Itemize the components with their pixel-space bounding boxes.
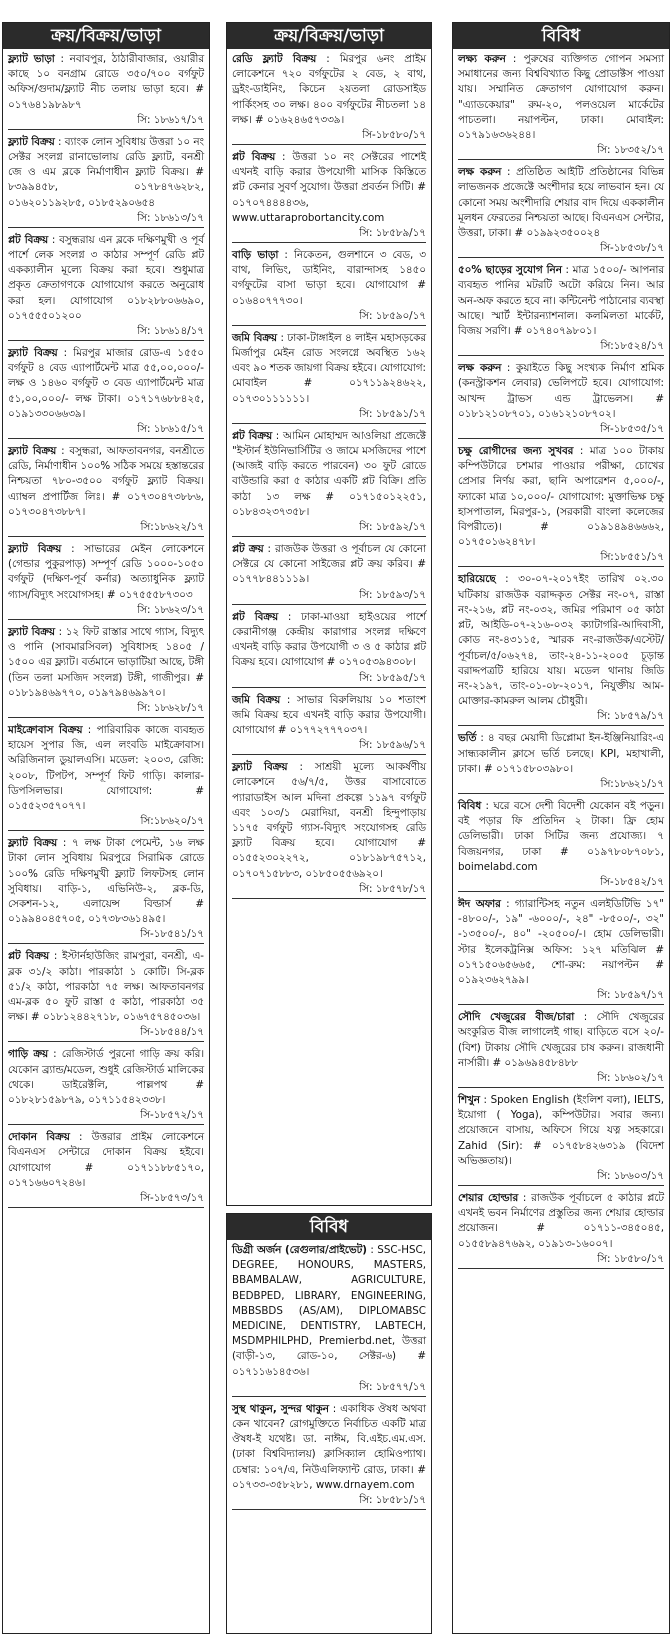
ad-separator: : bbox=[573, 445, 590, 458]
ad-body: রেজিস্টার্ড পুরনো গাড়ি ক্রয় করি। যেকোন ব্র্যান্ড/মডেল, শুধুই রেজিস্টার্ড মালিকের থেকে। ডাইরেক্টলি, পাল্লপথ # ০১৮২৮১৫৯৮৭৯, ০১৭১১৫৪২৩৩৮। bbox=[8, 1048, 205, 1106]
ad-text bbox=[458, 731, 664, 777]
ad-code: সি:১৮৫২৪/১৭ bbox=[458, 339, 664, 356]
classified-ad bbox=[458, 1010, 664, 1088]
ad-separator: : bbox=[275, 151, 293, 164]
ad-separator: : bbox=[316, 53, 340, 65]
ad-code: সি:১৮৬২২/১৭ bbox=[8, 520, 204, 537]
ad-separator: : bbox=[263, 543, 275, 556]
ad-title: দোকান বিক্রয় bbox=[8, 1131, 70, 1144]
ad-separator: : bbox=[61, 543, 85, 556]
ad-code: সি: ১৮৫৮৯/১৭ bbox=[232, 226, 426, 243]
ad-code: সি:১৮৫৫১/১৭ bbox=[458, 550, 664, 567]
ad-separator: : bbox=[54, 53, 70, 65]
ad-separator: : bbox=[54, 625, 66, 638]
ad-text bbox=[458, 361, 664, 422]
ad-separator: : bbox=[328, 1402, 341, 1415]
ad-text bbox=[232, 52, 426, 128]
ad-code: সি: ১৮৬২৮/১৭ bbox=[8, 701, 204, 718]
ad-body: ঢাকা-মাওয়া হাইওয়ের পার্শে কেরানীগঞ্জ কেন্দ্রীয় কারাগার সংলগ্ন দক্ষিণে এখনই বাড়ি করার উপযোগী ৩ ও ৫ কাঠার প্লট বিক্রয় হবে। যোগাযোগ # ০১৭০৫৩৯৪৩০৮। bbox=[232, 610, 427, 669]
ad-text bbox=[232, 610, 426, 671]
ad-body: আমিন মোহাম্মদ আওলিয়া প্রজেক্টে "ইস্টার্ন ইউনিভার্সিটির ও জামে মসজিদের পাশে (আজই বাড়ি করতে পারবেন) ৩০ ফুট রোডে বাউন্ডারি করা ৫ কাঠার একটি প্লট বিক্রি। প্রতি কাঠা ১৩ লক্ষ # ০১৭১৫০১২২৫১, ০১৮৪৩২৩৭৩৫৮। bbox=[232, 429, 427, 518]
ad-separator: : bbox=[501, 362, 516, 375]
ad-title: লক্ষ্য করুন bbox=[458, 53, 506, 65]
classified-ad bbox=[8, 1130, 204, 1208]
classified-ad bbox=[458, 572, 664, 726]
ad-text bbox=[458, 263, 664, 339]
ad-code: সি-১৮৫৪৪/১৭ bbox=[8, 1025, 204, 1042]
ad-code: সি: ১৮৫৭৯/১৭ bbox=[458, 709, 664, 726]
ad-text bbox=[232, 760, 426, 882]
classified-ad bbox=[232, 542, 426, 605]
ad-separator: : bbox=[49, 950, 63, 963]
ad-list bbox=[227, 49, 431, 899]
ad-separator: : bbox=[57, 347, 74, 360]
ad-separator: : bbox=[518, 1191, 532, 1204]
ad-code: সি: ১৮৫৭৮/১৭ bbox=[232, 882, 426, 899]
ad-text bbox=[8, 723, 204, 814]
classified-ad bbox=[458, 1191, 664, 1269]
ad-body: নবাবপুর, ঠাঠারীবাজার, ওয়ারীর কাছে ১০ বনগ্রাম রোডে ৩৫০/৭০০ বর্গফুট অফিস/গুদাম/ফ্ল্যাট নীচ তলায় ভাড়া হবে। # ০১৭৬৪১৯৮৯৮৭ bbox=[8, 53, 205, 111]
ad-separator: : bbox=[500, 897, 515, 910]
ad-body: একাধিক ঔষধ অথবা কেন খাবেন? রোগমুক্তিতে নির্বাচিত একটি মাত্র ঔষধ-ই যথেষ্ট। ডা. নাঈম, বি.এইচ.এম.এস. (ঢাকা বিশ্ববিদ্যালয়) ক্লাসিক্যাল হোমিওপ্যাথ। চেম্বার: ১০৭/এ, নিউএলিফ্যান্ট রোড, ঢাকা। # ০১৭৩৩-৩৫৮২৮১, www.drnayem.com bbox=[232, 1402, 426, 1491]
ad-title: জমি বিক্রয় bbox=[232, 331, 277, 344]
ad-separator: : bbox=[272, 429, 283, 442]
section-header: বিবিধ bbox=[227, 1214, 431, 1240]
ad-code: সি: ১৮৬১৭/১৭ bbox=[8, 113, 204, 130]
classified-ad bbox=[458, 361, 664, 439]
ad-code: সি-১৮৫৪১/১৭ bbox=[8, 927, 204, 944]
ad-body: ইস্টার্নহাউজিং রামপুরা, বনশ্রী, এ-ব্লক ৩১/২ কাঠা। পারকাঠা ১ কোটি। সি-ব্লক ৫১/২ কাঠা, পারকাঠা ৭৫ লক্ষ। আফতাবনগর এম-ব্লক ৫০ ফুট রাস্তা ৫ কাঠা, পারকাঠা ৩৫ লক্ষ। # ০১৮১২৪৪২৭১৮, ০১৬৭৫৭৪৫০৩৬। bbox=[8, 950, 204, 1024]
ad-text bbox=[8, 542, 204, 603]
ad-title: ফ্ল্যাট বিক্রয় bbox=[8, 347, 58, 360]
ad-separator: : bbox=[280, 693, 297, 706]
ad-code: সি-১৮৫৭৩/১৭ bbox=[8, 1191, 204, 1208]
classified-ad bbox=[458, 799, 664, 892]
ad-title: ফ্ল্যাট বিক্রয় bbox=[8, 445, 57, 458]
ad-body: সাভারের মেইন লোকেশনে (গেন্ডার পুকুরপাড়) সম্পূর্ণ রেডি ১০০০-১০৫০ বর্গফুট (দক্ষিণ-পূর্ব কর্নার) অত্যাধুনিক ফ্ল্যাট গ্যাস/বিদ্যুৎ সংযোগসহ। # ০১৭৫৫৫৮৭৩০৩ bbox=[8, 543, 205, 601]
ad-separator: : bbox=[48, 233, 60, 246]
ad-title: মাইক্রোবাস বিক্রয় bbox=[8, 723, 83, 736]
ad-body: পারিবারিক কাজে ব্যবহৃত হায়েস সুপার জি, এল লংবডি মাইক্রোবাস। অরিজিনাল ডুয়ালএসি। মডেল: ২০০৩, রেজি: ২০০৮, টিপটপ, সম্পূর্ণ ফিট গাড়ি। কালার-ডিপসিলভার। যোগাযোগ: # ০১৫৫২৩৫৭০৭৭। bbox=[8, 723, 205, 812]
ad-title: রেডি ফ্ল্যাট বিক্রয় bbox=[232, 53, 317, 65]
ad-body: ঢাকা-টাঙ্গাইল ৪ লাইন মহাসড়কের মির্জাপুর মেইন রোড সংলগ্নে অবস্থিত ১৬২ এবং ৯০ শতক জায়গা বিক্রয় হইবে। যোগাযোগ: মোবাইল # ০১৭১১৯২৪৬২২, ০১৭৩০১১১১১১। bbox=[232, 331, 426, 405]
ad-title: ফ্ল্যাট ভাড়া bbox=[8, 53, 55, 65]
ad-body: উত্তরা ১০ নং সেক্টরের পাশেই এখনই বাড়ি করার উপযোগী মাসিক কিস্তিতে প্লট কেনার সুবর্ণ সুযোগ। উত্তরা প্রবর্তন সিটি। # ০১৭০৭৪৪৪৪৩৬, www.uttaraprobortancity.com bbox=[232, 151, 427, 224]
ad-list bbox=[453, 49, 669, 1269]
ad-body: মিরপুর মাজার রোড-এ ১৫৫০ বর্গফুট ৪ বেড এ্যাপার্টমেন্ট মাত্র ৫৫,০০,০০০/- লক্ষ ও ১৪৬০ বর্গফুট ৩ বেড এ্যাপার্টমেন্ট মাত্র ৫১,০০,০০০/- লক্ষ টাকা। ০১৭১৭৬৮৮৪২৫, ০১৯১৩৩০৬৬৩৯। bbox=[8, 347, 205, 420]
classified-ad bbox=[458, 897, 664, 1005]
ad-title: ফ্ল্যাট বিক্রয় bbox=[8, 625, 55, 638]
classified-ad bbox=[8, 135, 204, 228]
ad-body: ৪ বছর মেয়াদী ডিপ্লোমা ইন-ইঞ্জিনিয়ারিং-এ সান্ধ্যকালীন ক্লাসে ভর্তি চলছে। KPI, মহাখালী, ঢাকা। # ০১৭১৫৮০৩৯৮০। bbox=[458, 732, 664, 775]
ad-code: সি: ১৮৫৭৭/১৭ bbox=[232, 1380, 426, 1397]
ad-separator: : bbox=[278, 249, 294, 262]
ad-text bbox=[232, 542, 426, 588]
ad-body: মিরপুর ৬নং প্রাইম লোকেশনে ৭২০ বর্গফুটের ২ বেড, ২ বাথ, ড্রইং-ডাইনিং, কিচেন ২য়তলা রোডসাইড পার্কিংসহ ৩০ লক্ষ। ৪০০ বর্গফুটের নীচতলা ১৪ লক্ষ। # ০১৬২৪৬৫৭৩৩৯। bbox=[232, 53, 427, 126]
ad-code: সি:১৮৬২০/১৭ bbox=[8, 814, 204, 831]
ad-code: সি: ১৮৫৯৭/১৭ bbox=[458, 988, 664, 1005]
ad-body: ১২ ফিট রাস্তার সাথে গ্যাস, বিদ্যুৎ ও পানি (সাবমারসিবল) সুবিধাসহ ১৪০৫ /১৫০০ এর ফ্ল্যাট। বর্তমানে ভাড়াটিয়া আছে, টঙ্গী (তিন তলা মসজিদ সংলগ্ন) টঙ্গী, গাজীপুর। # ০১৮১৯৪৬৯৭৭০, ০১৯৭৯৪৬৯৯৭০। bbox=[8, 625, 204, 699]
ad-code: সি-১৮৫৪২/১৭ bbox=[458, 875, 664, 892]
ad-title: প্লট বিক্রয় bbox=[232, 429, 273, 442]
ad-text bbox=[458, 1010, 664, 1071]
ad-text bbox=[8, 444, 204, 520]
ad-body: মাত্র ১৫০০/- আপনার ব্যবহৃত পানির মটরটি অটো করিয়ে নিন। আর অন-অফ করতে হবে না। কন্টিনেন্ট পাঠানোর ব্যবস্থা আছে। স্মার্ট ইন্টারন্যাশনাল। কলমিলতা মার্কেট, বিজয় সরণি। # ০১৭৪০৭৯৮০১। bbox=[458, 264, 665, 338]
ad-code: সি: ১৮৬০৩/১৭ bbox=[458, 1169, 664, 1186]
classified-ad bbox=[232, 248, 426, 326]
ad-title: প্লট বিক্রয় bbox=[232, 610, 279, 623]
ad-separator: : bbox=[54, 135, 65, 148]
ad-title: প্লট বিক্রয় bbox=[232, 151, 276, 164]
column-miscellaneous bbox=[452, 22, 670, 1634]
ad-text bbox=[232, 1243, 426, 1380]
ad-separator: : bbox=[561, 264, 573, 277]
classified-ad bbox=[232, 760, 426, 899]
ad-separator: : bbox=[366, 1244, 378, 1256]
classified-ad bbox=[232, 1402, 426, 1510]
ad-separator: : bbox=[505, 53, 524, 65]
ad-title: সুস্থ থাকুন, সুন্দর থাকুন bbox=[232, 1402, 329, 1415]
ad-body: পুরুষের ব্যক্তিগত গোপন সমস্যা সমাধানের জন্য বিশ্ববিখ্যাত কিছু প্রোডাক্টস পাওয়া যায়। সম্মানিত ক্রেতাগণ যোগাযোগ করুন। "এ্যাডকেয়ার" রুম-২০, পলওয়েল মার্কেটের পাচতলা। নয়াপল্টন, ঢাকা। মোবাইল: ০১৭৯১৬৩৬২৪৪। bbox=[458, 53, 664, 142]
classified-ad bbox=[232, 1243, 426, 1397]
ad-title: ফ্ল্যাট বিক্রয় bbox=[8, 135, 55, 148]
classified-ad bbox=[8, 1047, 204, 1125]
ad-text bbox=[8, 1047, 204, 1108]
ad-text bbox=[232, 429, 426, 520]
ad-text bbox=[458, 444, 664, 550]
ad-text bbox=[458, 572, 664, 709]
ad-text bbox=[8, 233, 204, 324]
ad-text bbox=[458, 1093, 664, 1169]
classified-ad bbox=[232, 150, 426, 243]
classified-ad bbox=[232, 693, 426, 756]
ad-title: ডিগ্রী অর্জন (রেগুলার/প্রাইভেট) bbox=[232, 1244, 367, 1256]
ad-body: বসুন্ধরা, আফতাবনগর, বনশ্রীতে রেডি, নির্মাণাধীন ১০০% সঠিক সময়ে হস্তান্তরের নিশ্চয়তা ৭৮০-৩৫০০ বর্গফুট ফ্ল্যাট বিক্রয়। এ্যাম্বল প্রপার্টিজ লিঃ। # ০১৭৩০৪৭৩৮৮৬, ০১৭৩০৪৭৩৮৮৭। bbox=[8, 445, 205, 518]
ad-code: সি-১৮৫৮০/১৭ bbox=[232, 128, 426, 145]
classified-ad bbox=[8, 233, 204, 341]
ad-text bbox=[8, 1130, 204, 1191]
ad-title: বিবিধ bbox=[458, 799, 482, 812]
classified-ad bbox=[8, 836, 204, 944]
ad-body: বসুন্ধরায় এন ব্লকে দক্ষিণমুখী ও পূর্ব পার্শে লেক সংলগ্ন ৩ কাঠার সম্পূর্ণ রেডি প্লট একক্যালীন মূল্যে বিক্রয় করা হবে। শুধুমাত্র প্রকৃত ক্রেতাগণকে যোগাযোগ করতে অনুরোধ করা হল। যোগাযোগ ০১৮২৮৮০৬৬৯০, ০১৭৫৫৫০১২০০ bbox=[8, 233, 204, 322]
ad-title: বাড়ি ভাড়া bbox=[232, 249, 279, 262]
ad-text bbox=[8, 52, 204, 113]
ad-title: ৫০% ছাড়ের সুযোগ নিন bbox=[458, 264, 562, 277]
ad-text bbox=[458, 52, 664, 143]
ad-list bbox=[227, 1240, 431, 1510]
ad-text bbox=[8, 949, 204, 1025]
column-buy-sell-rent-2 bbox=[226, 22, 432, 1206]
ad-separator: : bbox=[278, 610, 302, 623]
ad-text bbox=[232, 1402, 426, 1493]
ad-body: উত্তরার প্রাইম লোকেশনে বিএনএস সেন্টারে দোকান বিক্রয় হইবে। যোগাযোগ # ০১৭১১৮৮৫১৭০, ০১৭১৬৬০৭২৪৬। bbox=[8, 1131, 205, 1189]
ad-text bbox=[8, 346, 204, 422]
ad-body: ব্যাংক লোন সুবিধায় উত্তরা ১০ নং সেক্টর সংলগ্ন রানাভোলায় রেডি ফ্ল্যাট, বনশ্রী জে ও এম ব্লকে নির্মাণাধীন ফ্ল্যাট বিক্রয়। # ৮৩৯৯৪৫৮, ০১৭৮৪৭৬২৮২, ০১৬২০১১৯২৮৫, ০১৮৫২৯০৬৫৪ bbox=[8, 135, 204, 209]
classified-ad bbox=[458, 263, 664, 356]
classified-ad bbox=[458, 731, 664, 794]
ad-separator: : bbox=[56, 445, 70, 458]
ad-body: মাত্র ১০০ টাকায় কম্পিউটারে চশমার পাওয়ার পরীক্ষা, চোখের প্রেসার নির্ণয় করা, ছানি অপারেশন ৫,০০০/-, ফ্যাকো মাত্র ১০,০০০/- যোগাযোগ: মুক্তাভিক্ষ চক্ষু হাসপাতাল, মিরপুর-১, (সরকারী বাংলা কলেজের বিপরীতে)। # ০১৯১৪৯৪৬৬৬২, ০১৭৫০১৬২৪৭৮। bbox=[458, 445, 664, 549]
classified-ad bbox=[8, 949, 204, 1042]
ad-code: সি: ১৮৫৯১/১৭ bbox=[232, 407, 426, 424]
ad-text bbox=[458, 897, 664, 988]
section-header: ক্রয়/বিক্রয়/ভাড়া bbox=[3, 23, 209, 49]
ad-title: ফ্ল্যাট বিক্রয় bbox=[8, 837, 58, 850]
classified-ad bbox=[232, 52, 426, 145]
ad-separator: : bbox=[501, 166, 517, 179]
ad-body: ৩০-০৭-২০১৭ইং তারিখ ০২.৩০ ঘটিকায় রাজউক বরাদ্দকৃত সেক্টর নং-০৭, রাস্তা নং-২১৬, প্লট নং-০৩২, জমির পরিমাণ ০৫ কাঠা প্লট, আইডি-০৭-২১৬-০৩২ ক্যাটাগরি-আদিবাসী, কোড নং-৪৩১১৫, স্মারক নং-রাজউক/এস্টেট/পূর্বাচল/৫/০৬২৭৪, তাং-২৪-১১-২০০৫ চূড়ান্ত বরাদ্দপত্রটি হারিয়ে যায়। মডেল থানায় জিডি নং-২১৯৭, তাং-০১-০৮-২০১৭, নিযুক্তীয় আম-মোক্তার-কামরুল আলম চৌধুরী। bbox=[458, 573, 664, 708]
ad-code: সি: ১৮৫৯২/১৭ bbox=[232, 520, 426, 537]
ad-title: ফ্ল্যাট বিক্রয় bbox=[8, 543, 62, 556]
ad-title: চক্ষু রোগীদের জন্য সুখবর bbox=[458, 445, 574, 458]
ad-text bbox=[8, 836, 204, 927]
ad-title: প্লট বিক্রয় bbox=[8, 233, 49, 246]
classified-ad bbox=[8, 444, 204, 537]
ad-separator: : bbox=[57, 837, 73, 850]
ad-title: প্লট ক্রয় bbox=[232, 543, 264, 556]
ad-title: শেয়ার হোল্ডার bbox=[458, 1191, 519, 1204]
section-header: ক্রয়/বিক্রয়/ভাড়া bbox=[227, 23, 431, 49]
ad-code: সি: ১৮৫৯৩/১৭ bbox=[232, 588, 426, 605]
ad-text bbox=[232, 331, 426, 407]
ad-separator: : bbox=[287, 761, 315, 774]
classified-ad bbox=[8, 52, 204, 130]
ad-code: সি: ১৮৬১৫/১৭ bbox=[8, 422, 204, 439]
ad-code: সি:১৮৬২১/১৭ bbox=[458, 777, 664, 794]
ad-title: লক্ষ করুন bbox=[458, 166, 502, 179]
ad-body: রাজউক পূর্বাচলে ৫ কাঠার প্লটে এখনই ভবন নির্মাণের প্রস্তুতির জন্য শেয়ার হোল্ডার প্রয়োজন। # ০১৭১১-৩৪৫০৪৫, ০১৫৫৮৯৪৭৬৯২, ০১৯১৩-১৬০০৭। bbox=[458, 1191, 664, 1250]
ad-code: সি: ১৮৫৯৬/১৭ bbox=[232, 738, 426, 755]
classified-ad bbox=[232, 429, 426, 537]
ad-title: ফ্ল্যাট বিক্রয় bbox=[232, 761, 288, 774]
ad-separator: : bbox=[476, 732, 488, 745]
ad-title: ঈদ অফার bbox=[458, 897, 501, 910]
ad-title: সৌদি খেজুরের বীজ/চারা bbox=[458, 1011, 575, 1024]
classified-ad bbox=[232, 610, 426, 688]
classified-ad bbox=[8, 723, 204, 831]
ad-body: ৭ লক্ষ টাকা পেমেন্ট, ১৬ লক্ষ টাকা লোন সুবিধায় মিরপুরে সিরামিক রোডে ১০০% রেডি দক্ষিণমুখী ফ্ল্যাট লিফটসহ লোন সুবিধায়। বাড়ি-১, এভিনিউ-২, ব্লক-ডি, সেকশন-১২, এলায়েন্স বিল্ডার্স # ০১৯৯৪০৪৫৭০৫, ০১৭৩৮৩৬১৪৯৫। bbox=[8, 837, 205, 926]
classified-ad bbox=[458, 165, 664, 258]
ad-code: সি: ১৮৬২৩/১৭ bbox=[8, 603, 204, 620]
ad-title: শিখুন bbox=[458, 1093, 480, 1106]
ad-title: হারিয়েছে bbox=[458, 573, 496, 586]
ad-text bbox=[458, 1191, 664, 1252]
ad-body: SSC-HSC, DEGREE, HONOURS, MASTERS, BBAMBALAW, AGRICULTURE, BEDBPED, LIBRARY, ENGINEERING, MBBSBDS (AS/AM), DIPLOMABSC MEDICINE, DENTISTRY, LABTECH, MSDMPHILPHD, Premierbd.net, উত্তরা (বাড়ী-১৩, রোড-১০, সেক্টর-৬) # ০১৭১১৬১৪৫৩৬। bbox=[232, 1244, 427, 1378]
ad-body: সাশ্রয়ী মূল্যে আকর্ষণীয় লোকেশনে ৫৬/৭/৫, উত্তর বাসাবোতে প্যারাডাইস আল মদিনা প্রকল্পে ১১৯৭ বর্গফুট এবং ১০৩/১ মেরাদিয়া, বনশ্রী হিন্দুপাড়ায় ১১৭৫ বর্গফুট গ্যাস-বিদ্যুৎ সংযোগসহ রেডি ফ্ল্যাট বিক্রয় হবে। যোগাযোগ # ০১৫৫২৩০২২৭২, ০১৮১৯৮৭৫৭১২, ০১৭০৭১৫৮৮৩, ০১৮৫০৫৫৬৯২০। bbox=[232, 761, 427, 880]
ad-text bbox=[232, 693, 426, 739]
ad-body: সৌদি খেজুরের অংকুরিত বীজ লাগালেই গাছ। বাড়িতে বসে ২০/- (বিশ) টাকায় সৌদি খেজুরের চাষ করুন। রাজধানী নার্সারী। # ০১৯৬৯৪৫৮৪৮৮ bbox=[458, 1011, 665, 1069]
ad-code: সি: ১৮৫৮১/১৭ bbox=[232, 1493, 426, 1510]
ad-title: জমি বিক্রয় bbox=[232, 693, 281, 706]
ad-list bbox=[3, 49, 209, 1208]
ad-title: গাড়ি ক্রয় bbox=[8, 1048, 49, 1061]
ad-separator: : bbox=[495, 573, 519, 586]
ad-separator: : bbox=[82, 723, 97, 736]
ad-code: সি: ১৮৩৫২/১৭ bbox=[458, 143, 664, 160]
ad-body: নিকেতন, গুলশানে ৩ বেড, ৩ বাথ, লিভিং, ডাইনিং, বারান্দাসহ ১৪৫০ বর্গফুটের বাসা ভাড়া হবে। যোগাযোগ # ০১৬৪০৭৭৭৩০। bbox=[232, 249, 426, 307]
ad-code: সি: ১৮৫৯৫/১৭ bbox=[232, 671, 426, 688]
ad-title: প্লট বিক্রয় bbox=[8, 950, 50, 963]
ad-code: সি: ১৮৫৮০/১৭ bbox=[458, 1252, 664, 1269]
column-miscellaneous-2 bbox=[226, 1213, 432, 1634]
classified-ad bbox=[8, 625, 204, 718]
classified-ad bbox=[8, 346, 204, 439]
ad-code: সি-১৮৫৩৮/১৭ bbox=[458, 241, 664, 258]
ad-code: সি: ১৮৬০২/১৭ bbox=[458, 1071, 664, 1088]
ad-separator: : bbox=[48, 1048, 62, 1061]
ad-text bbox=[232, 248, 426, 309]
classified-ad bbox=[458, 444, 664, 567]
classified-ad bbox=[8, 542, 204, 620]
ad-code: সি: ১৮৬১৪/১৭ bbox=[8, 324, 204, 341]
ad-body: রাজউক উত্তরা ও পূর্বাচল যে কোনো সেক্টরে যে কোনো সাইজের প্লট ক্রয় করিব। # ০১৭৭৮৪৪১১১৯। bbox=[232, 543, 427, 586]
section-header: বিবিধ bbox=[453, 23, 669, 49]
ad-code: সি-১৮৫৭২/১৭ bbox=[8, 1108, 204, 1125]
ad-body: সাভার বিরুলিয়ায় ১০ শতাংশ জমি বিক্রয় হবে এখনই বাড়ি করার উপযোগী। যোগাযোগ # ০১৭৭২৭৭৭০৩৭। bbox=[232, 693, 426, 736]
ad-code: সি-১৮৫৩৫/১৭ bbox=[458, 422, 664, 439]
ad-body: প্রতিষ্ঠিত আইটি প্রতিষ্ঠানের বিভিন্ন লাভজনক প্রজেক্টে অংশীদার হয়ে লাভবান হন। যে কোনো সময় অংশীদারি শেয়ার বাদ দিয়ে এককালীন মূলধন ফেরতের নিশ্চয়তা আছে। বিএনএস সেন্টার, উত্তরা, ঢাকা। # ০১৯৯২৩৫০০২৪ bbox=[458, 166, 664, 240]
ad-body: Spoken English (ইংলিশ বলা), IELTS, ইয়োগা ( Yoga), কম্পিউটার। সবার জন্য। প্রয়োজনে বাসায়, অফিসে গিয়ে যত্ন সহকারে। Zahid (Sir): # ০১৭৫৮৪২৬৩১৯ (বিদেশ অভিজ্ঞতায়)। bbox=[458, 1093, 664, 1167]
ad-body: ঘরে বসে দেশী বিদেশী যেকোন বই পড়ুন। বই পড়ার ফি প্রতিদিন ২ টাকা। ফ্রি হোম ডেলিভারী। ঢাকা সিটির জন্য প্রযোজ্য। ৭ বিজয়নগর, ঢাকা # ০১৯৭৮০৮৭০৮১, boimelabd.com bbox=[458, 799, 665, 873]
ad-text bbox=[458, 799, 664, 875]
ad-separator: : bbox=[69, 1131, 92, 1144]
classified-ad bbox=[458, 1093, 664, 1186]
ad-separator: : bbox=[481, 799, 494, 812]
ad-text bbox=[8, 135, 204, 211]
ad-code: সি: ১৮৬১৩/১৭ bbox=[8, 211, 204, 228]
ad-separator: : bbox=[479, 1093, 491, 1106]
ad-separator: : bbox=[574, 1011, 597, 1024]
ad-code: সি: ১৮৫৯০/১৭ bbox=[232, 309, 426, 326]
ad-title: লক্ষ করুন bbox=[458, 362, 502, 375]
classified-ad bbox=[232, 331, 426, 424]
ad-text bbox=[8, 625, 204, 701]
column-buy-sell-rent-1 bbox=[2, 22, 210, 1634]
ad-body: কুয়াইতে কিছু সংখ্যক নির্মাণ শ্রমিক (কনস্ট্রাকশন লেবার) ভেলিপটে হবে। যোগাযোগ: আখন্দ ট্রাভস এন্ড ট্রাভেলস। # ০১৮১২১০৮৭০১, ০১৬১২১০৮৭০২। bbox=[458, 362, 664, 420]
ad-text bbox=[232, 150, 426, 226]
ad-text bbox=[458, 165, 664, 241]
ad-separator: : bbox=[277, 331, 288, 344]
ad-body: গ্যারান্টিসহ নতুন এলইডিটিভি ১৭" -৪৮০০/-, ১৯" -৬০০০/-, ২৪" -৮৫০০/-, ৩২" -১৩৫০০/-, ৪০" -২০৫০০/-। হোম ডেলিভারী। স্টার ইলেকট্রনিক্স অফিস: ১২৭ মতিঝিল # ০১৭১৫০৬৫৬৬৫, শো-রুম: নয়াপল্টন # ০১৯২৩৬২৭৯৯। bbox=[458, 897, 665, 986]
classified-ad bbox=[458, 52, 664, 160]
ad-title: ভর্তি bbox=[458, 732, 477, 745]
